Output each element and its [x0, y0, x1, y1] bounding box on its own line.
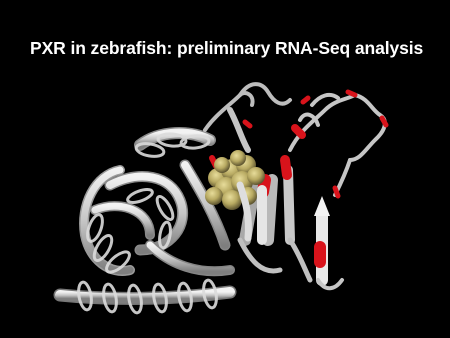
slide-title: PXR in zebrafish: preliminary RNA-Seq analysis	[30, 38, 424, 58]
